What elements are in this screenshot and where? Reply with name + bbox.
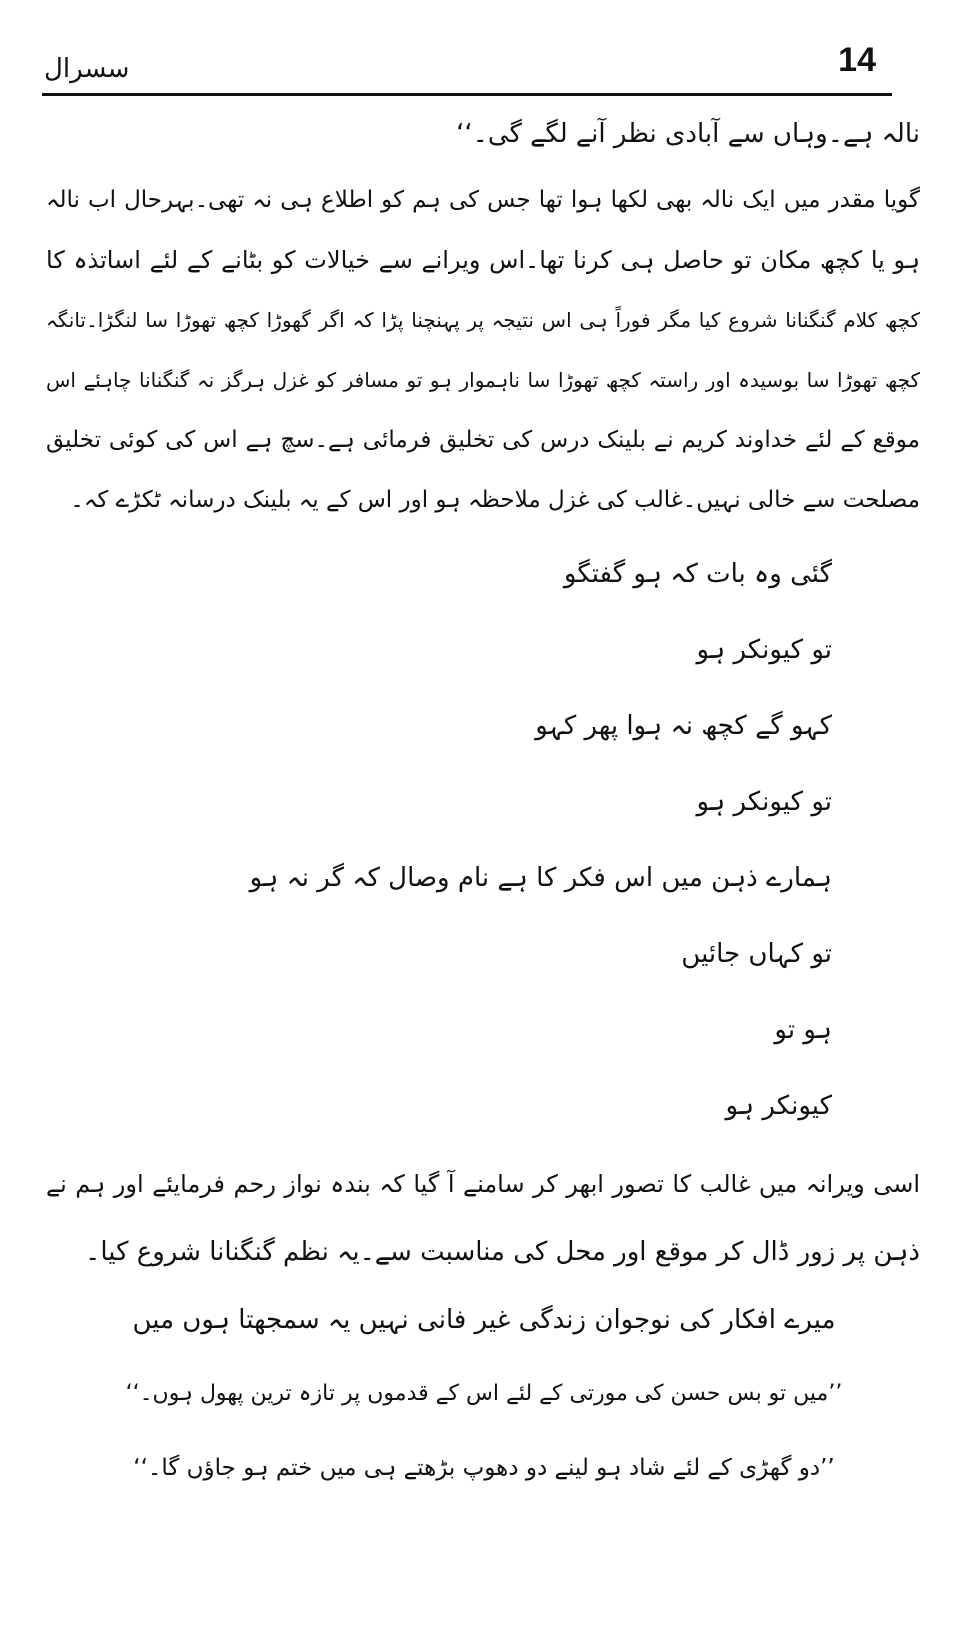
verse-line: تو کہاں جائیں bbox=[681, 939, 832, 969]
verse-line: تو کیونکر ہو bbox=[696, 635, 832, 665]
poem-line: ’’دو گھڑی کے لئے شاد ہو لینے دو دھوپ بڑھتے ہی میں ختم ہو جاؤں گا۔‘‘ bbox=[133, 1455, 835, 1481]
paragraph1-line: کچھ تھوڑا سا بوسیدہ اور راستہ کچھ تھوڑا سا ناہموار ہو تو مسافر کو غزل ہرگز نہ گنگنانا چاہئے اس bbox=[46, 368, 920, 392]
paragraph2-line: اسی ویرانہ میں غالب کا تصور ابھر کر سامنے آ گیا کہ بندہ نواز رحم فرمایئے اور ہم نے bbox=[46, 1170, 920, 1198]
paragraph1-line: موقع کے لئے خداوند کریم نے بلینک درس کی تخلیق فرمائی ہے۔سچ ہے اس کی کوئی تخلیق bbox=[46, 427, 920, 453]
verse-line: ہمارے ذہن میں اس فکر کا ہے نام وصال کہ گر نہ ہو bbox=[249, 863, 832, 893]
poem-line: ’’میں تو بس حسن کی مورتی کے لئے اس کے قدموں پر تازہ ترین پھول ہوں۔‘‘ bbox=[125, 1381, 843, 1406]
paragraph2-line: ذہن پر زور ڈال کر موقع اور محل کی مناسبت سے۔یہ نظم گنگنانا شروع کیا۔ bbox=[85, 1237, 920, 1267]
paragraph1-line: ہو یا کچھ مکان تو حاصل ہی کرنا تھا۔اس ویرانے سے خیالات کو بٹانے کے لئے اساتذہ کا bbox=[46, 246, 920, 274]
poem-line: میرے افکار کی نوجوان زندگی غیر فانی نہیں یہ سمجھتا ہوں میں bbox=[132, 1305, 836, 1335]
header-rule bbox=[42, 93, 892, 96]
page-number: 14 bbox=[838, 41, 876, 79]
running-title: سسرال bbox=[44, 54, 130, 84]
verse-line: تو کیونکر ہو bbox=[696, 787, 832, 817]
verse-line: ہو تو bbox=[774, 1015, 832, 1045]
paragraph1-line: کچھ کلام گنگنانا شروع کیا مگر فوراً ہی اس نتیجہ پر پہنچنا پڑا کہ اگر گھوڑا کچھ تھوڑا سا لنگڑا۔تانگہ bbox=[46, 308, 920, 332]
paragraph1-line: مصلحت سے خالی نہیں۔غالب کی غزل ملاحظہ ہو اور اس کے یہ بلینک درسانہ ٹکڑے کہ۔ bbox=[70, 487, 920, 513]
paragraph1-line: گویا مقدر میں ایک نالہ بھی لکھا ہوا تھا جس کی ہم کو اطلاع ہی نہ تھی۔بہرحال اب نالہ bbox=[46, 187, 920, 213]
verse-line: کیونکر ہو bbox=[725, 1091, 832, 1121]
verse-line: کہو گے کچھ نہ ہوا پھر کہو bbox=[535, 711, 832, 741]
opening-line: نالہ ہے۔وہاں سے آبادی نظر آنے لگے گی۔‘‘ bbox=[456, 119, 920, 149]
verse-line: گئی وہ بات کہ ہو گفتگو bbox=[563, 559, 832, 589]
